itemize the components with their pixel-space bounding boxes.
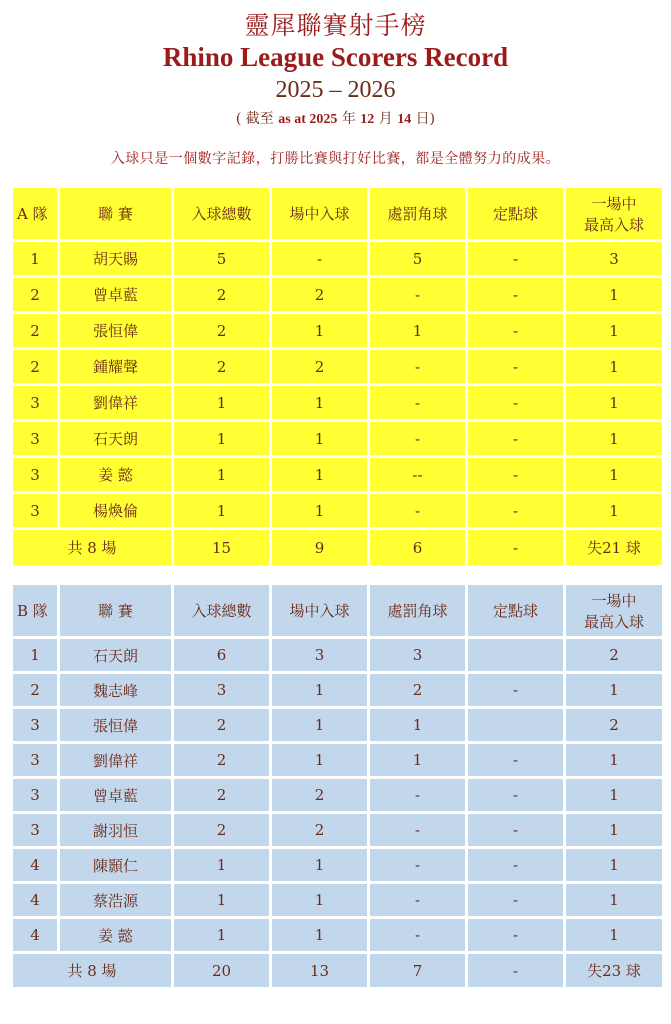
page-title-chinese: 靈犀聯賽射手榜 (244, 11, 427, 40)
team-a-table (10, 185, 665, 568)
total-goals-cell: 1 (173, 493, 271, 529)
col-max-line1: 一場中 (591, 194, 637, 213)
open-play-cell: 2 (271, 277, 369, 313)
table-row (12, 277, 664, 313)
team-b-table (10, 582, 665, 990)
total-goals-cell: 6 (173, 638, 271, 673)
player-name: 石天朗 (59, 638, 173, 673)
open-play-cell: 1 (271, 385, 369, 421)
total-goals-cell: 1 (173, 918, 271, 953)
rank-cell: 2 (12, 349, 59, 385)
max-goals-cell: 2 (565, 708, 664, 743)
total-goals-cell: 2 (173, 349, 271, 385)
corner-cell: 1 (369, 313, 467, 349)
totals-row (12, 529, 664, 567)
season-label: 2025 – 2026 (275, 77, 396, 103)
player-name: 陳顥仁 (59, 848, 173, 883)
total-goals-cell: 1 (173, 848, 271, 883)
col-max-goals (565, 187, 664, 241)
rank-cell: 3 (12, 743, 59, 778)
corner-cell: - (369, 277, 467, 313)
rank-cell: 3 (12, 813, 59, 848)
asof-year: as at 2025 (278, 112, 338, 127)
set-piece-cell: - (467, 813, 565, 848)
total-goals-cell: 1 (173, 421, 271, 457)
max-goals-cell: 1 (565, 349, 664, 385)
table-row (12, 313, 664, 349)
total-goals-cell: 1 (173, 385, 271, 421)
rank-cell: 3 (12, 493, 59, 529)
total-goals-sum: 20 (173, 953, 271, 989)
total-goals-sum: 15 (173, 529, 271, 567)
set-piece-cell: - (467, 493, 565, 529)
player-name: 姜 懿 (59, 457, 173, 493)
table-row (12, 848, 664, 883)
corner-sum: 6 (369, 529, 467, 567)
corner-cell: 2 (369, 673, 467, 708)
max-goals-cell: 1 (565, 883, 664, 918)
open-play-cell: 1 (271, 313, 369, 349)
open-play-cell: 1 (271, 457, 369, 493)
table-row (12, 883, 664, 918)
totals-row (12, 953, 664, 989)
motto-text: 入球只是一個數字記錄，打勝比賽與打好比賽，都是全體努力的成果。 (110, 151, 561, 167)
table-row (12, 778, 664, 813)
open-play-sum: 9 (271, 529, 369, 567)
open-play-cell: 1 (271, 918, 369, 953)
asof-day-char: 日 (415, 111, 430, 127)
rank-cell: 1 (12, 241, 59, 277)
max-goals-cell: 1 (565, 421, 664, 457)
set-piece-cell: - (467, 673, 565, 708)
set-piece-cell (467, 638, 565, 673)
max-goals-cell: 1 (565, 457, 664, 493)
open-play-cell: 1 (271, 743, 369, 778)
max-goals-cell: 3 (565, 241, 664, 277)
player-name: 鍾耀聲 (59, 349, 173, 385)
corner-cell: 1 (369, 743, 467, 778)
max-goals-cell: 2 (565, 638, 664, 673)
col-open-play: 場中入球 (271, 584, 369, 638)
set-piece-cell: - (467, 277, 565, 313)
corner-cell: - (369, 349, 467, 385)
open-play-cell: 1 (271, 883, 369, 918)
max-goals-cell: 1 (565, 743, 664, 778)
col-set-piece: 定點球 (467, 187, 565, 241)
rank-cell: 2 (12, 673, 59, 708)
rank-cell: 4 (12, 918, 59, 953)
team-a-header-row (12, 187, 664, 241)
corner-cell: 3 (369, 638, 467, 673)
player-name: 張恒偉 (59, 708, 173, 743)
max-goals-cell: 1 (565, 313, 664, 349)
col-max-line1: 一場中 (591, 591, 637, 610)
col-set-piece: 定點球 (467, 584, 565, 638)
player-name: 姜 懿 (59, 918, 173, 953)
corner-cell: 5 (369, 241, 467, 277)
corner-cell: - (369, 385, 467, 421)
player-name: 曾卓藍 (59, 277, 173, 313)
max-goals-cell: 1 (565, 918, 664, 953)
col-corner: 處罰角球 (369, 584, 467, 638)
col-league: 聯 賽 (59, 187, 173, 241)
open-play-cell: 1 (271, 421, 369, 457)
table-row (12, 421, 664, 457)
total-goals-cell: 1 (173, 883, 271, 918)
player-name: 劉偉祥 (59, 743, 173, 778)
rank-cell: 1 (12, 638, 59, 673)
player-name: 楊煥倫 (59, 493, 173, 529)
open-play-cell: 1 (271, 848, 369, 883)
rank-cell: 2 (12, 277, 59, 313)
table-row (12, 918, 664, 953)
player-name: 魏志峰 (59, 673, 173, 708)
col-open-play: 場中入球 (271, 187, 369, 241)
open-play-cell: - (271, 241, 369, 277)
set-piece-cell: - (467, 918, 565, 953)
set-piece-sum: - (467, 953, 565, 989)
total-goals-cell: 2 (173, 313, 271, 349)
max-goals-cell: 1 (565, 778, 664, 813)
as-of-date (0, 108, 671, 128)
asof-year-char: 年 (341, 111, 356, 127)
max-goals-cell: 1 (565, 385, 664, 421)
total-goals-cell: 3 (173, 673, 271, 708)
table-row (12, 385, 664, 421)
set-piece-cell: - (467, 313, 565, 349)
open-play-cell: 2 (271, 813, 369, 848)
col-total-goals: 入球總數 (173, 187, 271, 241)
page-title-english: Rhino League Scorers Record (162, 42, 509, 72)
corner-cell: 1 (369, 708, 467, 743)
max-goals-cell: 1 (565, 673, 664, 708)
open-play-cell: 2 (271, 778, 369, 813)
set-piece-cell: - (467, 349, 565, 385)
max-goals-cell: 1 (565, 848, 664, 883)
table-row (12, 457, 664, 493)
games-played-cell: 共 8 場 (12, 953, 173, 989)
player-name: 蔡浩源 (59, 883, 173, 918)
player-name: 劉偉祥 (59, 385, 173, 421)
rank-cell: 3 (12, 778, 59, 813)
set-piece-cell: - (467, 883, 565, 918)
asof-prefix: ( 截至 (235, 111, 274, 127)
set-piece-cell: - (467, 848, 565, 883)
total-goals-cell: 5 (173, 241, 271, 277)
table-row (12, 349, 664, 385)
table-row (12, 708, 664, 743)
corner-cell: - (369, 778, 467, 813)
total-goals-cell: 2 (173, 813, 271, 848)
rank-cell: 3 (12, 385, 59, 421)
set-piece-cell: - (467, 778, 565, 813)
rank-cell: 2 (12, 313, 59, 349)
asof-month: 12 (360, 112, 375, 127)
table-row (12, 241, 664, 277)
rank-cell: 3 (12, 708, 59, 743)
max-goals-cell: 1 (565, 493, 664, 529)
corner-sum: 7 (369, 953, 467, 989)
col-max-line2: 最高入球 (583, 612, 644, 631)
open-play-cell: 1 (271, 493, 369, 529)
col-max-goals (565, 584, 664, 638)
player-name: 曾卓藍 (59, 778, 173, 813)
corner-cell: - (369, 918, 467, 953)
open-play-sum: 13 (271, 953, 369, 989)
player-name: 謝羽恒 (59, 813, 173, 848)
col-corner: 處罰角球 (369, 187, 467, 241)
player-name: 胡天賜 (59, 241, 173, 277)
corner-cell: - (369, 421, 467, 457)
set-piece-cell: - (467, 743, 565, 778)
set-piece-cell (467, 708, 565, 743)
corner-cell: -- (369, 457, 467, 493)
open-play-cell: 3 (271, 638, 369, 673)
table-row (12, 813, 664, 848)
open-play-cell: 1 (271, 673, 369, 708)
open-play-cell: 1 (271, 708, 369, 743)
table-row (12, 638, 664, 673)
total-goals-cell: 2 (173, 778, 271, 813)
goals-conceded-cell: 失23 球 (565, 953, 664, 989)
team-b-label: B 隊 (12, 584, 59, 638)
rank-cell: 4 (12, 848, 59, 883)
open-play-cell: 2 (271, 349, 369, 385)
table-row (12, 673, 664, 708)
rank-cell: 3 (12, 421, 59, 457)
team-a-label: A 隊 (12, 187, 59, 241)
set-piece-cell: - (467, 457, 565, 493)
rank-cell: 3 (12, 457, 59, 493)
set-piece-cell: - (467, 421, 565, 457)
total-goals-cell: 1 (173, 457, 271, 493)
rank-cell: 4 (12, 883, 59, 918)
col-league: 聯 賽 (59, 584, 173, 638)
goals-conceded-cell: 失21 球 (565, 529, 664, 567)
set-piece-cell: - (467, 385, 565, 421)
set-piece-sum: - (467, 529, 565, 567)
games-played-cell: 共 8 場 (12, 529, 173, 567)
set-piece-cell: - (467, 241, 565, 277)
table-row (12, 493, 664, 529)
total-goals-cell: 2 (173, 708, 271, 743)
asof-month-char: 月 (378, 111, 393, 127)
corner-cell: - (369, 493, 467, 529)
player-name: 石天朗 (59, 421, 173, 457)
max-goals-cell: 1 (565, 277, 664, 313)
max-goals-cell: 1 (565, 813, 664, 848)
corner-cell: - (369, 883, 467, 918)
corner-cell: - (369, 848, 467, 883)
asof-day: 14 (397, 112, 412, 127)
col-total-goals: 入球總數 (173, 584, 271, 638)
asof-suffix: ) (429, 111, 436, 127)
col-max-line2: 最高入球 (583, 215, 644, 234)
total-goals-cell: 2 (173, 743, 271, 778)
player-name: 張恒偉 (59, 313, 173, 349)
table-row (12, 743, 664, 778)
total-goals-cell: 2 (173, 277, 271, 313)
corner-cell: - (369, 813, 467, 848)
team-b-header-row (12, 584, 664, 638)
